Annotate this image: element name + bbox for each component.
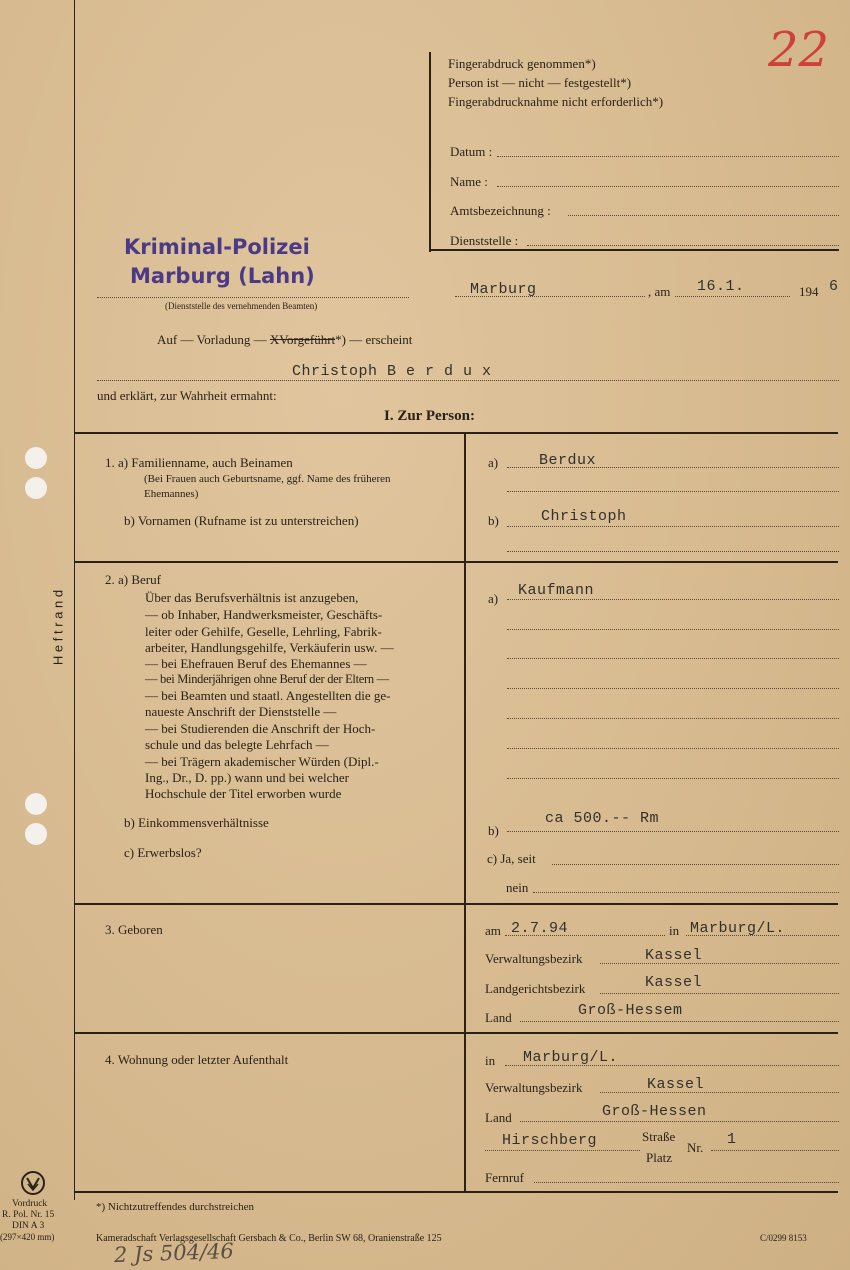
table-top-border [74, 432, 838, 434]
din-label: DIN A 3 [12, 1221, 45, 1231]
s2-line-6: — bei Beamten und staatl. Angestellten die ge- [145, 688, 391, 703]
publisher-logo-icon [20, 1170, 46, 1196]
beruf-field-3[interactable] [507, 658, 839, 659]
s3-lg-label: Landgerichtsbezirk [485, 981, 586, 996]
year-prefix: 194 [799, 284, 819, 299]
einkommen-field[interactable] [507, 831, 839, 832]
punch-hole [25, 823, 47, 845]
s2-line-11: Ing., Dr., D. pp.) wann und bei welcher [145, 770, 349, 785]
rpol-label: R. Pol. Nr. 15 [2, 1210, 55, 1220]
nein-field[interactable] [533, 892, 839, 893]
familienname-field-2[interactable] [507, 491, 839, 492]
s2-line-1: — ob Inhaber, Handwerksmeister, Geschäfts- [145, 607, 383, 622]
s4-vb-field[interactable] [600, 1092, 839, 1093]
s4-land-value: Groß-Hessen [602, 1103, 707, 1120]
s2-a-key: a) [488, 591, 499, 606]
paper-size-label: (297×420 mm) [0, 1232, 55, 1242]
s2-b-label: b) Einkommensverhältnisse [124, 815, 269, 830]
vordruck-label: Vordruck [12, 1199, 48, 1209]
margin-line [74, 0, 75, 1200]
place-value: Marburg [470, 281, 537, 298]
s1-a-note2: Ehemannes) [144, 488, 199, 500]
s4-land-field[interactable] [520, 1121, 839, 1122]
punch-hole [25, 447, 47, 469]
residence-place-field[interactable] [505, 1065, 839, 1066]
vorgefuehrt-struck: XVorgeführt [269, 332, 336, 347]
header-box-bottom-border [429, 249, 839, 251]
s1-b-key: b) [488, 513, 499, 528]
s2-line-8: — bei Studierenden die Anschrift der Hoch- [145, 721, 376, 736]
s1-a-note1: (Bei Frauen auch Geburtsname, ggf. Name des früheren [144, 473, 391, 485]
erklaert-text: und erklärt, zur Wahrheit ermahnt: [97, 388, 277, 403]
fingerprint-line: Fingerabdruck genommen*) [448, 56, 596, 71]
beruf-field-7[interactable] [507, 778, 839, 779]
birth-place-field[interactable] [686, 935, 839, 936]
s2-line-10: — bei Trägern akademischer Würden (Dipl.- [145, 754, 379, 769]
date-field [675, 296, 790, 297]
beruf-field-1[interactable] [507, 599, 839, 600]
s3-vb-value: Kassel [645, 947, 703, 964]
section-title: I. Zur Person: [384, 408, 475, 424]
row3-bottom-border [74, 1032, 838, 1034]
vorname-field[interactable] [507, 526, 839, 527]
s2-line-9: schule und das belegte Lehrfach — [145, 737, 329, 752]
s2-line-12: Hochschule der Titel erworben wurde [145, 786, 342, 801]
birth-place-value: Marburg/L. [690, 920, 786, 937]
beruf-field-5[interactable] [507, 718, 839, 719]
familienname-value: Berdux [539, 452, 597, 469]
fernruf-label: Fernruf [485, 1170, 524, 1185]
vorladung-suffix: *) — erscheint [335, 332, 413, 347]
s4-land-label: Land [485, 1110, 512, 1125]
strasse-label: Straße [642, 1129, 676, 1144]
table-bottom-border [74, 1191, 838, 1193]
s2-line-5: — bei Minderjährigen ohne Beruf der der Eltern — [145, 672, 389, 686]
name-label: Name : [450, 174, 488, 189]
s2-line-4: — bei Ehefrauen Beruf des Ehemannes — [145, 656, 367, 671]
platz-label: Platz [646, 1150, 672, 1165]
fernruf-field[interactable] [534, 1182, 839, 1183]
vorladung-prefix: Auf — Vorladung — [157, 332, 267, 347]
s1-a-label: 1. a) Familienname, auch Beinamen [105, 455, 293, 470]
table-column-divider [464, 432, 466, 1193]
datum-field[interactable] [497, 156, 839, 157]
s3-lg-field[interactable] [600, 993, 839, 994]
s3-label: 3. Geboren [105, 922, 163, 937]
punch-hole [25, 477, 47, 499]
year-suffix: 6 [829, 278, 839, 295]
name-field[interactable] [497, 186, 839, 187]
birth-date-value: 2.7.94 [511, 920, 569, 937]
dienststelle-line [97, 297, 409, 298]
datum-label: Datum : [450, 144, 493, 159]
footnote: *) Nichtzutreffendes durchstreichen [96, 1201, 255, 1213]
s2-a-label: 2. a) Beruf [105, 572, 161, 587]
person-name-field [97, 380, 839, 381]
s2-c-key: c) Ja, seit [487, 851, 536, 866]
vorname-value: Christoph [541, 508, 627, 525]
corner-number-mark: 22 [768, 22, 830, 78]
person-name-value: Christoph B e r d u x [292, 363, 492, 380]
police-stamp-line1: Kriminal-Polizei [124, 235, 310, 259]
s3-land-label: Land [485, 1010, 512, 1025]
amtsbezeichnung-field[interactable] [568, 215, 839, 216]
place-field [455, 296, 645, 297]
dienststelle-caption: (Dienststelle des vernehmenden Beamten) [165, 301, 318, 311]
header-box-left-border [429, 52, 431, 252]
s3-land-value: Groß-Hessem [578, 1002, 683, 1019]
erwerbslos-seit-field[interactable] [552, 864, 839, 865]
s2-line-3: arbeiter, Handlungsgehilfe, Verkäuferin usw. — [145, 640, 394, 655]
house-number-value: 1 [727, 1131, 737, 1148]
am-label: , am [648, 284, 671, 299]
s3-lg-value: Kassel [645, 974, 703, 991]
s3-vb-field[interactable] [600, 963, 839, 964]
familienname-field[interactable] [507, 467, 839, 468]
beruf-field-2[interactable] [507, 629, 839, 630]
beruf-field-6[interactable] [507, 748, 839, 749]
amtsbezeichnung-label: Amtsbezeichnung : [450, 203, 551, 218]
s3-vb-label: Verwaltungsbezirk [485, 951, 583, 966]
row2-bottom-border [74, 903, 838, 905]
s3-in-label: in [669, 923, 680, 938]
vorname-field-2[interactable] [507, 551, 839, 552]
form-code: C/0299 8153 [760, 1233, 807, 1243]
dienststelle-field[interactable] [527, 245, 839, 246]
street-value: Hirschberg [502, 1132, 598, 1149]
einkommen-value: ca 500.-- Rm [545, 810, 660, 827]
nr-label: Nr. [687, 1140, 704, 1155]
heftrand-label: H e f t r a n d [50, 589, 66, 666]
birth-date-field[interactable] [505, 935, 665, 936]
publisher-line: Kameradschaft Verlagsgesellschaft Gersbach & Co., Berlin SW 68, Oranienstraße 125 [96, 1233, 442, 1244]
s2-c-label: c) Erwerbslos? [124, 845, 202, 860]
s1-b-label: b) Vornamen (Rufname ist zu unterstreichen) [124, 513, 359, 528]
date-value: 16.1. [697, 278, 745, 295]
fingerprint-not-required-line: Fingerabdrucknahme nicht erforderlich*) [448, 94, 664, 109]
dienststelle-label: Dienststelle : [450, 233, 519, 248]
house-number-field[interactable] [711, 1150, 839, 1151]
s2-line-2: leiter oder Gehilfe, Geselle, Lehrling, Fabrik- [145, 624, 382, 639]
s2-line-0: Über das Berufsverhältnis ist anzugeben, [145, 590, 359, 605]
s3-am-label: am [485, 923, 501, 938]
vorladung-text [157, 332, 412, 348]
s4-vb-value: Kassel [647, 1076, 705, 1093]
s4-label: 4. Wohnung oder letzter Aufenthalt [105, 1052, 289, 1067]
s4-in-label: in [485, 1053, 496, 1068]
beruf-value: Kaufmann [518, 582, 595, 599]
s3-land-field[interactable] [520, 1021, 839, 1022]
s2-line-7: naueste Anschrift der Dienststelle — [145, 704, 337, 719]
street-field[interactable] [485, 1150, 640, 1151]
beruf-field-4[interactable] [507, 688, 839, 689]
residence-place-value: Marburg/L. [523, 1049, 619, 1066]
row1-bottom-border [74, 561, 838, 563]
nein-label: nein [506, 880, 529, 895]
person-line: Person ist — nicht — festgestellt*) [448, 75, 632, 90]
police-stamp-line2: Marburg (Lahn) [130, 264, 315, 288]
handwritten-file-number: 2 Js 504/46 [113, 1238, 235, 1268]
punch-hole [25, 793, 47, 815]
s2-b-key: b) [488, 823, 499, 838]
s4-vb-label: Verwaltungsbezirk [485, 1080, 583, 1095]
s1-a-key: a) [488, 455, 499, 470]
